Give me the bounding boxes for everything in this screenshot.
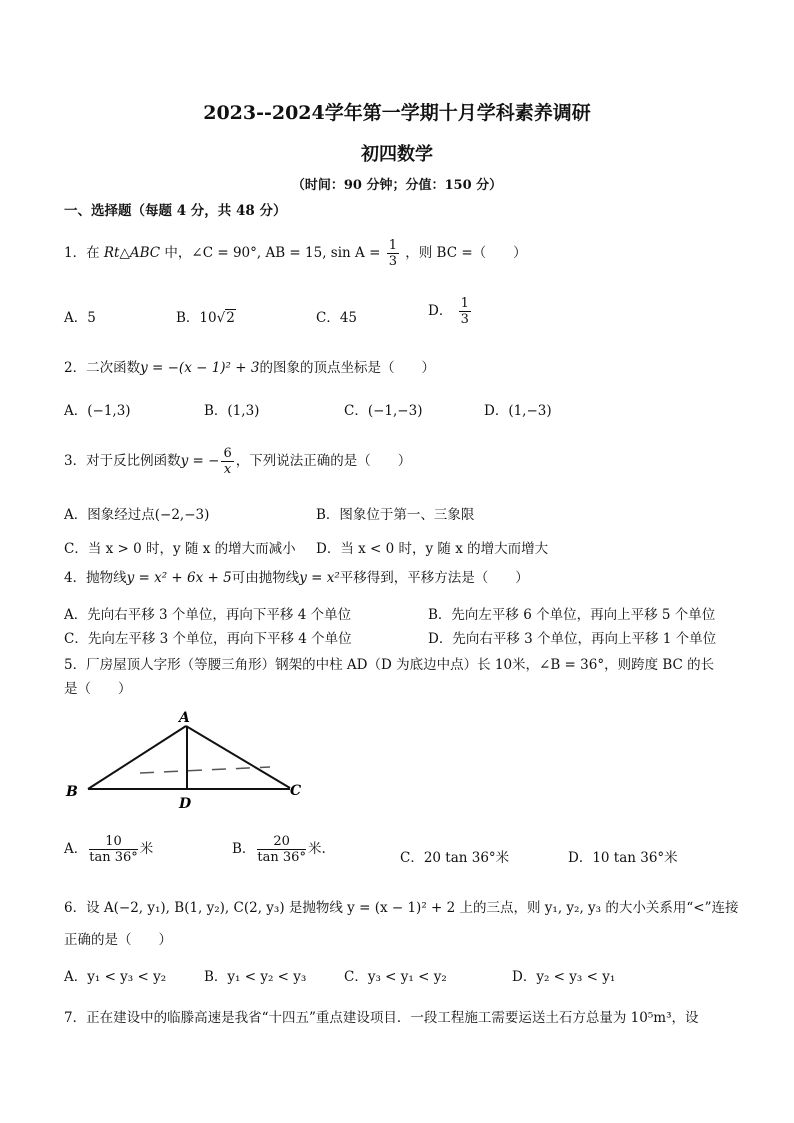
roof-truss-diagram: [60, 705, 320, 815]
question-7-line-1: 7．正在建设中的临滕高速是我省“十四五”重点建设项目．一段工程施工需要运送土石方总量为 10⁵m³，设: [64, 1010, 699, 1026]
q1-option-a[interactable]: A．5: [64, 310, 96, 326]
label-a: A: [179, 710, 190, 726]
q1-option-b-label: B．10: [176, 310, 217, 326]
q5-option-d[interactable]: D．10 tan 36°米: [568, 850, 678, 866]
q2-formula: y = −(x − 1)² + 3: [140, 360, 260, 376]
q1-triangle: Rt△ABC: [103, 245, 161, 261]
q5-option-b[interactable]: [232, 834, 326, 865]
truss-side-ac: [186, 726, 290, 788]
radical-icon: √: [216, 310, 226, 326]
q1-number: 1．在: [64, 245, 100, 261]
q5-option-a-unit: 米: [139, 841, 154, 857]
q3-pre: 3．对于反比例函数: [64, 453, 181, 469]
q1-frac-num: 1: [388, 238, 397, 253]
q2-option-d[interactable]: D．(1,−3): [484, 403, 552, 419]
question-6-line-1: 6．设 A(−2, y₁), B(1, y₂), C(2, y₃) 是抛物线 y = (x − 1)² + 2 上的三点，则 y₁, y₂, y₃ 的大小关系用“<”连接: [64, 900, 739, 916]
q3-option-c[interactable]: C．当 x > 0 时，y 随 x 的增大而减小: [64, 541, 296, 557]
q5-option-a-den: tan 36°: [89, 850, 138, 865]
q1-option-d-num: 1: [460, 296, 469, 311]
q1-option-c[interactable]: C．45: [316, 310, 358, 326]
q6-option-c[interactable]: C．y₃ < y₁ < y₂: [344, 969, 447, 985]
q5-option-b-num: 20: [257, 834, 306, 850]
q5-option-a-label: A．: [64, 841, 88, 857]
q4-formula-1: y = x² + 6x + 5: [126, 570, 232, 586]
exam-title: 2023--2024学年第一学期十月学科素养调研: [203, 102, 591, 124]
q3-option-d[interactable]: D．当 x < 0 时，y 随 x 的增大而增大: [316, 541, 549, 557]
q4-option-d[interactable]: D．先向右平移 3 个单位，再向上平移 1 个单位: [428, 631, 717, 647]
q1-frac-den: 3: [388, 254, 397, 269]
q1-option-d-label: D．: [428, 303, 453, 319]
q6-option-a[interactable]: A．y₁ < y₃ < y₂: [64, 969, 167, 985]
q3-fraction: [221, 446, 233, 477]
q4-mid: 可由抛物线: [231, 570, 300, 586]
q1-option-d-fraction: [459, 296, 471, 327]
q4-option-a[interactable]: A．先向右平移 3 个单位，再向下平移 4 个单位: [64, 607, 352, 623]
q4-post: 平移得到，平移方法是（ ）: [339, 570, 529, 586]
q4-option-c[interactable]: C．先向左平移 3 个单位，再向下平移 4 个单位: [64, 631, 352, 647]
q5-option-c[interactable]: C．20 tan 36°米: [400, 850, 510, 866]
q5-option-b-fraction: [257, 834, 306, 865]
q5-option-b-unit: 米.: [307, 841, 326, 857]
exam-info: （时间：90 分钟；分值：150 分）: [291, 178, 503, 193]
q5-option-b-den: tan 36°: [257, 850, 306, 865]
question-5-line-1: 5．厂房屋顶人字形（等腰三角形）钢架的中柱 AD（D 为底边中点）长 10米，∠B = 36°，则跨度 BC 的长: [64, 657, 715, 673]
q1-option-d[interactable]: [428, 296, 473, 327]
q3-frac-den: x: [223, 462, 232, 477]
question-2: [64, 356, 435, 380]
label-b: B: [66, 784, 78, 800]
q3-y-eq: y = −: [180, 453, 220, 469]
q1-option-b[interactable]: [176, 306, 236, 326]
q5-option-a-fraction: [89, 834, 138, 865]
truss-side-ab: [88, 726, 186, 789]
dashed-line: [140, 767, 270, 773]
question-1: [64, 238, 527, 269]
question-4: [64, 566, 529, 590]
q3-option-a[interactable]: A．图象经过点(−2,−3): [64, 507, 210, 523]
section-heading-choice: 一、选择题（每题 4 分，共 48 分）: [64, 203, 287, 219]
q4-option-b[interactable]: B．先向左平移 6 个单位，再向上平移 5 个单位: [428, 607, 716, 623]
q1-fraction: [387, 238, 399, 269]
q6-option-b[interactable]: B．y₁ < y₂ < y₃: [204, 969, 307, 985]
exam-subtitle: 初四数学: [361, 144, 433, 165]
q3-post: ，下列说法正确的是（ ）: [235, 453, 412, 469]
label-c: C: [290, 783, 302, 799]
q6-option-d[interactable]: D．y₂ < y₃ < y₁: [512, 969, 616, 985]
q2-post: 的图象的顶点坐标是（ ）: [259, 360, 435, 376]
q1-condition: 中，∠C = 90°, AB = 15, sin A =: [164, 245, 381, 261]
q2-option-a[interactable]: A．(−1,3): [64, 403, 131, 419]
q1-ask: ，则 BC =（ ）: [405, 245, 527, 261]
q2-option-c[interactable]: C．(−1,−3): [344, 403, 423, 419]
question-6-line-2: 正确的是（ ）: [64, 932, 172, 948]
label-d: D: [179, 796, 192, 812]
q4-pre: 4．抛物线: [64, 570, 127, 586]
q1-option-d-den: 3: [460, 312, 469, 327]
question-3: [64, 446, 411, 477]
question-5-line-2: 是（ ）: [64, 681, 132, 697]
q3-frac-num: 6: [223, 446, 232, 461]
q5-option-a[interactable]: [64, 834, 153, 865]
q3-option-b[interactable]: B．图象位于第一、三象限: [316, 507, 475, 523]
q4-formula-2: y = x²: [299, 570, 340, 586]
q5-option-a-num: 10: [89, 834, 138, 850]
q5-option-b-label: B．: [232, 841, 256, 857]
q2-pre: 2．二次函数: [64, 360, 141, 376]
q1-option-b-radicand: 2: [226, 310, 235, 326]
q2-option-b[interactable]: B．(1,3): [204, 403, 260, 419]
